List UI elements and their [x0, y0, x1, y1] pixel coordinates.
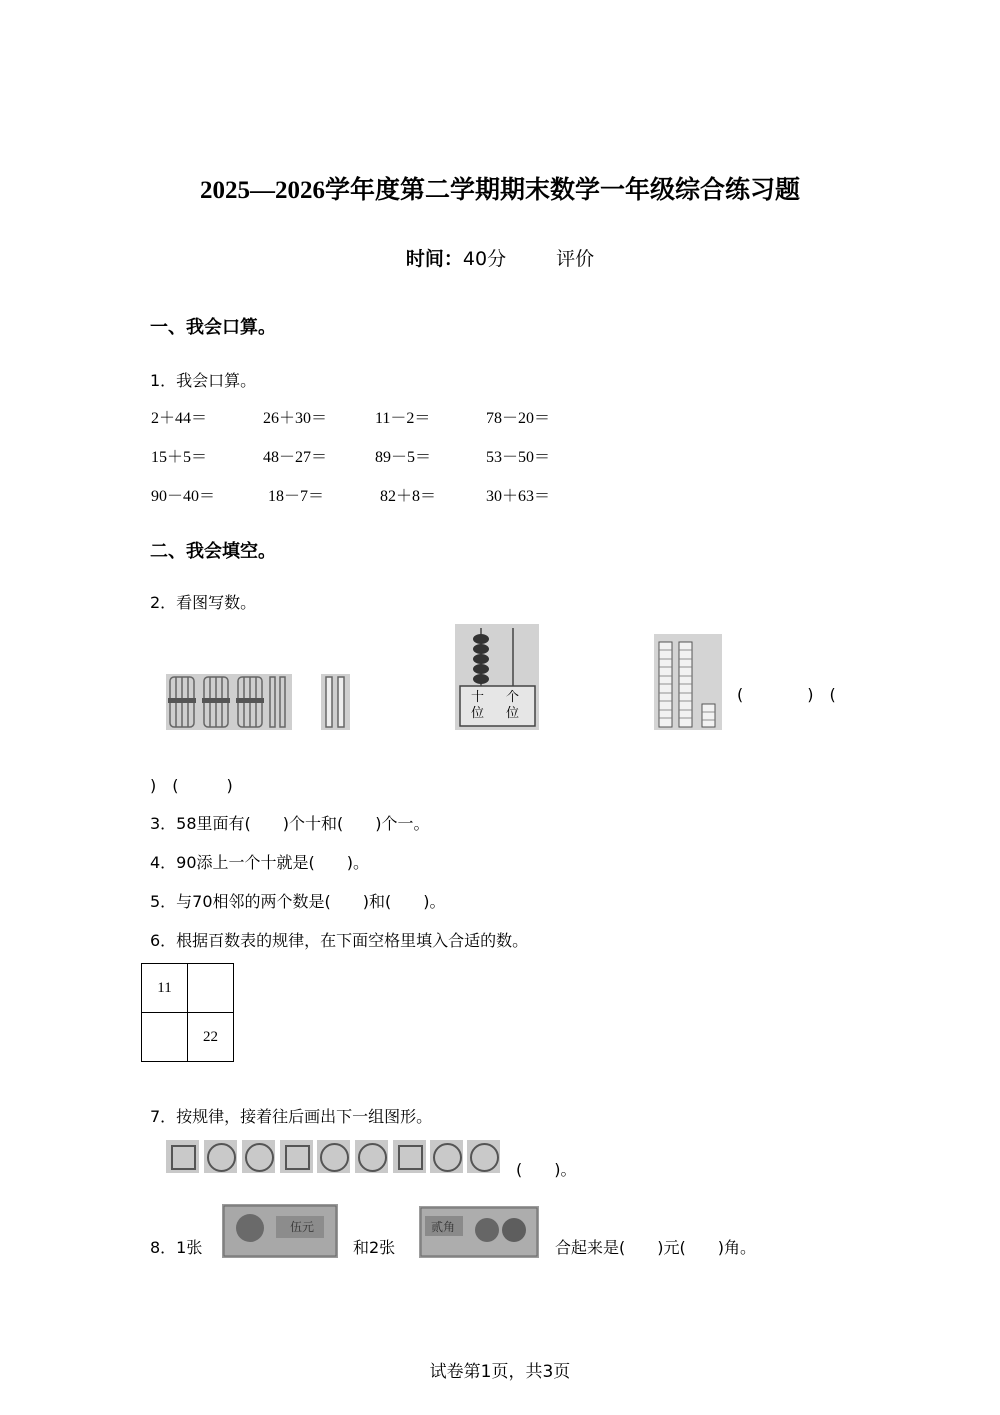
- circle-icon: [470, 1143, 499, 1172]
- time-label: 时间：: [405, 248, 463, 270]
- q2-answer-blanks-continued: ) ( ): [150, 776, 233, 795]
- eval-label: 评价: [556, 248, 595, 270]
- cube-blocks-icon: [654, 634, 722, 730]
- banknote-text: 伍元: [290, 1220, 315, 1234]
- section1-heading: 一、我会口算。: [150, 317, 276, 338]
- square-icon: [171, 1145, 196, 1170]
- pattern-circle: [204, 1140, 237, 1173]
- arith-item: 30＋63＝: [486, 488, 551, 505]
- abacus-image: [455, 624, 539, 730]
- stick-bundles-icon: [166, 674, 292, 730]
- q2-answer-blanks: ( ) (: [737, 685, 836, 704]
- q6-prompt: 6．根据百数表的规律，在下面空格里填入合适的数。: [150, 931, 529, 950]
- five-yuan-banknote-image: [222, 1204, 338, 1258]
- arith-item: 78－20＝: [486, 410, 551, 427]
- circle-icon: [433, 1143, 462, 1172]
- pattern-circle: [317, 1140, 350, 1173]
- arith-item: 48－27＝: [263, 449, 328, 466]
- hundred-chart-grid: [141, 963, 234, 1062]
- circle-icon: [207, 1143, 236, 1172]
- q7-answer-blank: ( )。: [516, 1160, 577, 1179]
- sticks-icon: [321, 674, 350, 730]
- square-icon: [398, 1145, 423, 1170]
- q4-text: 4．90添上一个十就是( )。: [150, 853, 370, 872]
- single-sticks-image: [321, 674, 350, 730]
- pattern-circle: [242, 1140, 275, 1173]
- circle-icon: [358, 1143, 387, 1172]
- circle-icon: [320, 1143, 349, 1172]
- pattern-square: [393, 1140, 426, 1173]
- cube-towers-image: [654, 634, 722, 730]
- arith-item: 53－50＝: [486, 449, 551, 466]
- arith-item: 18－7＝: [268, 488, 325, 505]
- pattern-square: [280, 1140, 313, 1173]
- pattern-circle: [355, 1140, 388, 1173]
- arith-item: 90－40＝: [151, 488, 216, 505]
- page-title: 2025—2026学年度第二学期期末数学一年级综合练习题: [199, 177, 800, 204]
- q3-text: 3．58里面有( )个十和( )个一。: [150, 814, 430, 833]
- arith-item: 2＋44＝: [151, 410, 208, 427]
- abacus-ones-label: 个位: [506, 690, 520, 721]
- q1-prompt: 1．我会口算。: [150, 371, 257, 390]
- grid-cell-blank[interactable]: [188, 964, 234, 1013]
- two-jiao-banknote-image: [419, 1206, 539, 1258]
- exam-meta: [0, 244, 1000, 271]
- arith-item: 82＋8＝: [380, 488, 437, 505]
- arith-item: 15＋5＝: [151, 449, 208, 466]
- time-value: 40分: [462, 248, 507, 270]
- section2-heading: 二、我会填空。: [150, 541, 276, 562]
- q8-part2: 和2张: [353, 1238, 396, 1257]
- q8-part1: 8．1张: [150, 1238, 203, 1257]
- arith-item: 89－5＝: [375, 449, 432, 466]
- grid-cell: 22: [188, 1013, 234, 1062]
- grid-cell-blank[interactable]: [142, 1013, 188, 1062]
- q2-prompt: 2．看图写数。: [150, 593, 257, 612]
- arith-item: 26＋30＝: [263, 410, 328, 427]
- stick-bundles-image: [166, 674, 292, 730]
- circle-icon: [245, 1143, 274, 1172]
- pattern-square: [166, 1140, 199, 1173]
- arith-item: 11－2＝: [375, 410, 431, 427]
- pattern-circle: [467, 1140, 500, 1173]
- banknote-icon: [222, 1204, 338, 1258]
- q5-text: 5．与70相邻的两个数是( )和( )。: [150, 892, 446, 911]
- banknote-text: 贰角: [431, 1220, 456, 1234]
- pattern-circle: [430, 1140, 463, 1173]
- page-footer: 试卷第1页，共3页: [429, 1362, 571, 1382]
- q8-part3: 合起来是( )元( )角。: [555, 1238, 756, 1257]
- abacus-icon: [455, 624, 539, 730]
- grid-cell: 11: [142, 964, 188, 1013]
- q7-prompt: 7．按规律，接着往后画出下一组图形。: [150, 1107, 433, 1126]
- abacus-tens-label: 十位: [471, 690, 485, 721]
- square-icon: [285, 1145, 310, 1170]
